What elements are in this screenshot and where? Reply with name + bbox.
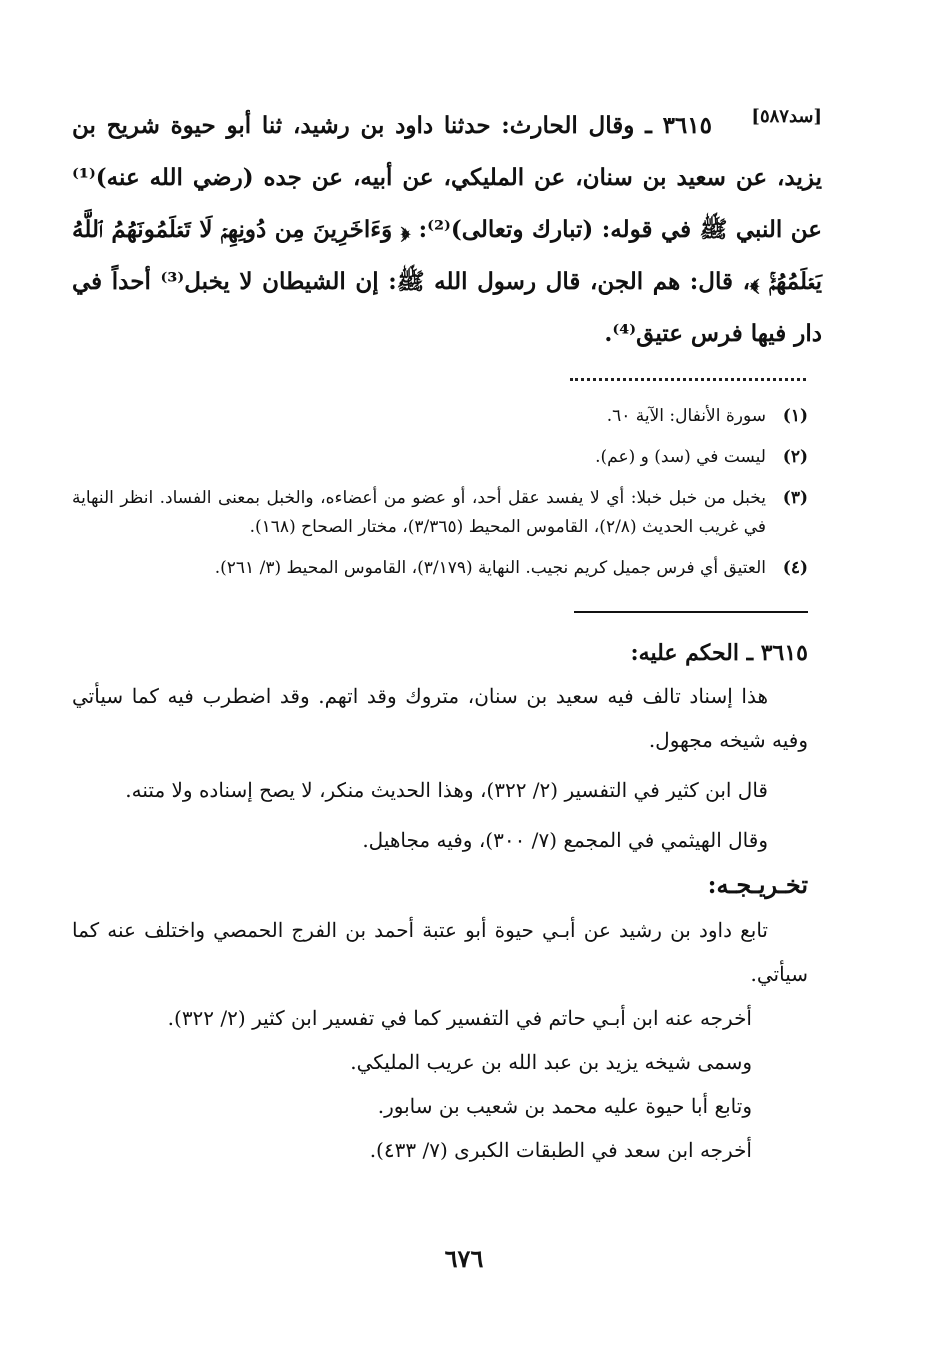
page-number: ٦٧٦: [444, 1244, 484, 1273]
footnote: [72, 443, 808, 472]
takhrij-line: وتابع أبا حيوة عليه محمد بن شعيب بن سابور.: [377, 1094, 752, 1118]
takhrij-line: أخرجه ابن سعد في الطبقات الكبرى (٧/ ٤٣٣).: [369, 1138, 752, 1162]
takhrij-line: وسمى شيخه يزيد بن عبد الله بن عريب المليكي.: [350, 1050, 752, 1074]
takhrij-line: أخرجه عنه ابن أبـي حاتم في التفسير كما في تفسير ابن كثير (٢/ ٣٢٢).: [167, 1006, 752, 1030]
footnote-number: (١): [782, 406, 808, 426]
hadith-block: [72, 100, 822, 360]
manuscript-reference: [سد٥٨٧]: [751, 106, 822, 127]
footnote-separator: [570, 378, 806, 381]
hadith-text: ٣٦١٥ ـ وقال الحارث: حدثنا داود بن رشيد، ثنا أبو حيوة شريح بن يزيد، عن سعيد بن سنان، عن المليكي، عن أبيه، عن جده (رضي الله عنه)⁽¹⁾ عن النبي ﷺ في قوله: (تبارك وتعالى)⁽²⁾: ﴿ وَءَاخَرِينَ مِن دُونِهِمۡ لَا تَعۡلَمُونَهُمُ ٱللَّهُ يَعۡلَمُهُمۡۚ ﴾، قال: هم الجن، قال رسول الله ﷺ: إن الشيطان لا يخبل⁽³⁾ أحداً في دار فيها فرس عتيق⁽⁴⁾.: [72, 112, 823, 347]
footnote: [72, 554, 808, 583]
footnote-number: (٢): [782, 447, 808, 467]
ruling-paragraph: قال ابن كثير في التفسير (٢/ ٣٢٢)، وهذا الحديث منكر، لا يصح إسناده ولا متنه.: [125, 778, 768, 802]
footnote: [72, 484, 808, 542]
ruling-heading: ٣٦١٥ ـ الحكم عليه:: [630, 640, 808, 666]
commentary-section: [72, 632, 808, 1172]
footnote-number: (٣): [782, 488, 808, 508]
footnote-text: ليست في (سد) و (عم).: [595, 447, 766, 467]
footnote: [72, 402, 808, 431]
footnote-text: العتيق أي فرس جميل كريم نجيب. النهاية (٣/١٧٩)، القاموس المحيط (٣/ ٢٦١).: [214, 558, 766, 578]
ruling-paragraph: هذا إسناد تالف فيه سعيد بن سنان، متروك وقد اتهم. وقد اضطرب فيه كما سيأتي وفيه شيخه مجهول.: [72, 684, 808, 752]
takhrij-heading: تخـريـجـه:: [707, 870, 808, 899]
takhrij-paragraph: تابع داود بن رشيد عن أبـي حيوة أبو عتبة أحمد بن الفرج الحمصي واختلف عنه كما سيأتي.: [72, 918, 808, 986]
ruling-paragraph: وقال الهيثمي في المجمع (٧/ ٣٠٠)، وفيه مجاهيل.: [362, 828, 768, 852]
footnote-text: سورة الأنفال: الآية ٦٠.: [606, 406, 766, 426]
section-divider: [574, 611, 808, 613]
footnote-text: يخبل من خبل خبلا: أي لا يفسد عقل أحد، أو عضو من أعضاءه، والخبل بمعنى الفساد. انظر النهاية في غريب الحديث (٢/٨)، القاموس المحيط (٣/٣٦٥)، مختار الصحاح (١٦٨).: [72, 488, 766, 537]
footnotes: [72, 402, 808, 595]
footnote-number: (٤): [782, 558, 808, 578]
